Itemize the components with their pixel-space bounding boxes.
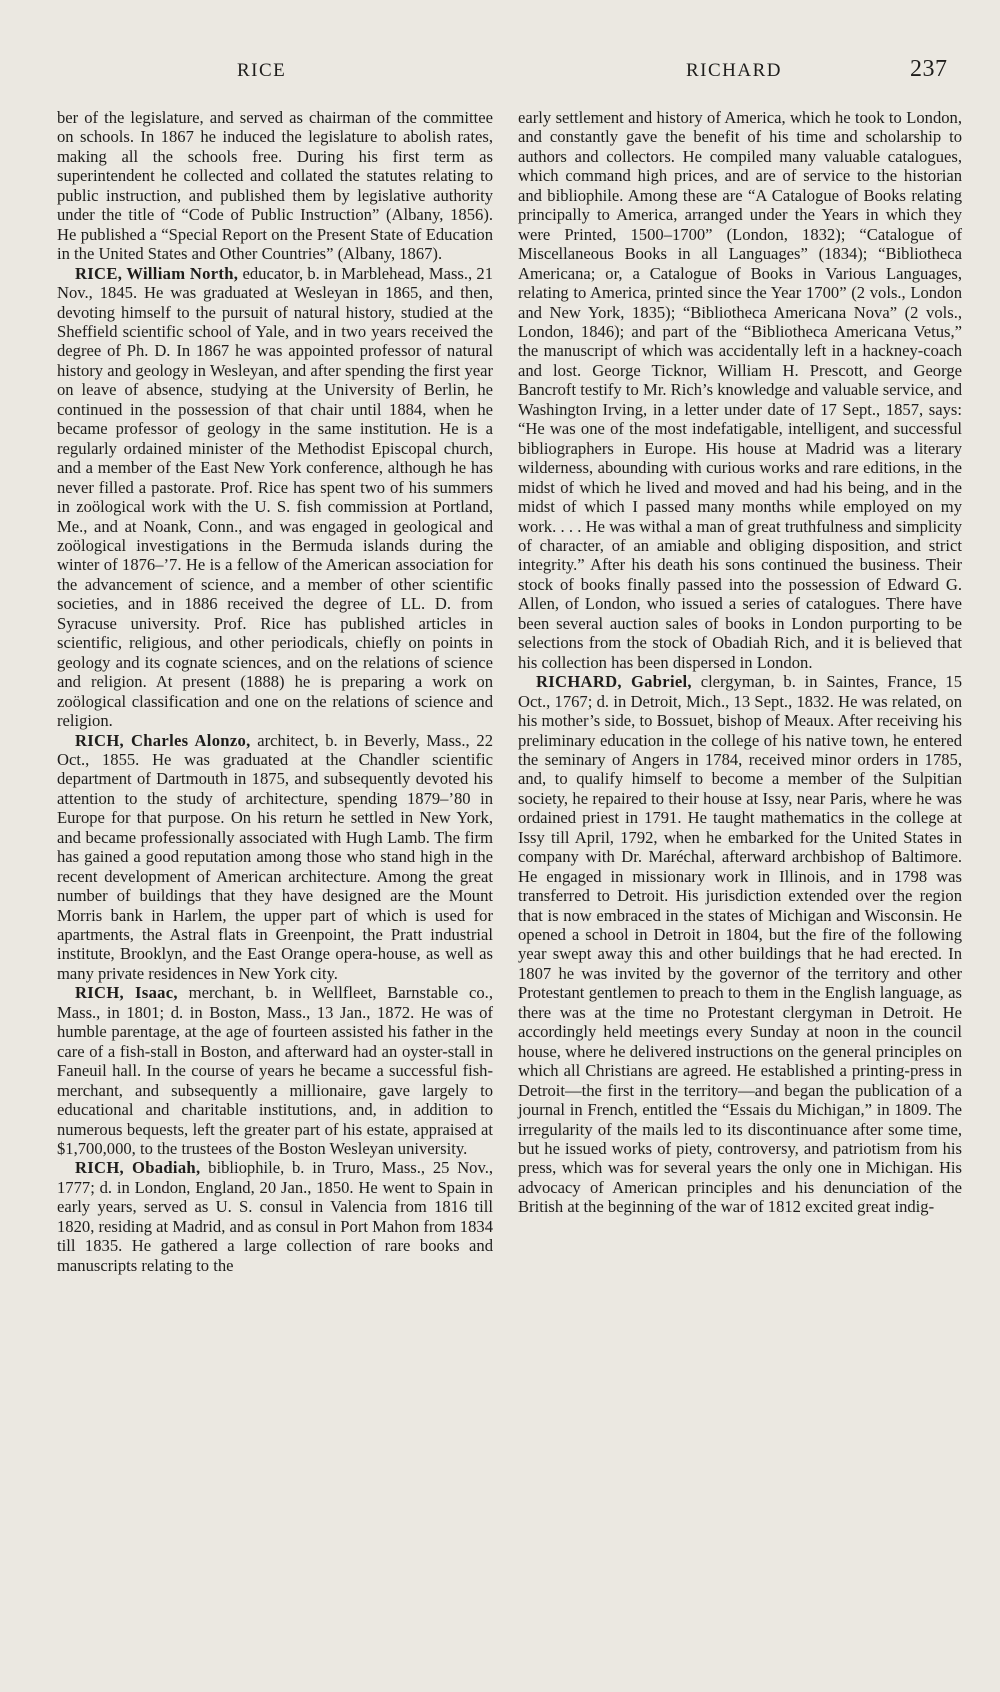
running-header (0, 54, 1000, 88)
page-number: 237 (910, 56, 948, 82)
entry-richard-gabriel (518, 672, 962, 1217)
entry-body: educator, b. in Marblehead, Mass., 21 Nov., 1845. He was graduated at Wesleyan in 1865, and then, devoting himself to the pursuit of natural history, studied at the Sheffield scientific school of Yale, and in two years received the degree of Ph. D. In 1867 he was appointed professor of natural history and geology in Wesleyan, and after spending the first year on leave of absence, studying at the University of Berlin, he continued in the possession of that chair until 1884, when he became professor of geology in the same institution. He is a regularly ordained minister of the Methodist Episcopal church, and a member of the East New York conference, although he has never filled a pastorate. Prof. Rice has spent two of his summers in zoölogical work with the U. S. fish commission at Portland, Me., and at Noank, Conn., and was engaged in geological and zoölogical investigations in the Bermuda islands during the winter of 1876–’7. He is a fellow of the American association for the advancement of science, and a member of other scientific societies, and in 1886 received the degree of LL. D. from Syracuse university. Prof. Rice has published articles in scientific, religious, and other periodicals, chiefly on points in geology and its cognate sciences, and on the relations of science and religion. At present (1888) he is preparing a work on zoölogical classification and one on the relations of science and religion. (57, 263, 494, 731)
entry-body: bibliophile, b. in Truro, Mass., 25 Nov., 1777; d. in London, England, 20 Jan., 1850. He went to Spain in early years, served as U. S. consul in Valencia from 1816 till 1820, residing at Madrid, and as consul in Port Mahon from 1834 till 1835. He gathered a large collection of rare books and manuscripts relating to the (57, 1158, 493, 1275)
entry-body: merchant, b. in Wellfleet, Barnstable co., Mass., in 1801; d. in Boston, Mass., 13 Jan., 1872. He was of humble parentage, at the age of fourteen assisted his father in the care of a fish-stall in Boston, and afterward had an oyster-stall in Faneuil hall. In the course of years he became a successful fish-merchant, and subsequently a millionaire, gave largely to educational and charitable institutions, and, in addition to numerous bequests, left the greater part of his estate, appraised at $1,700,000, to the trustees of the Boston Wesleyan university. (57, 983, 493, 1159)
entry-rich-obadiah (57, 1158, 493, 1275)
entry-headword: RICHARD, Gabriel, (536, 672, 692, 692)
entry-rich-charles-alonzo (57, 731, 493, 984)
entry-body: clergyman, b. in Saintes, France, 15 Oct., 1767; d. in Detroit, Mich., 13 Sept., 1832. He was related, on his mother’s side, to Bossuet, bishop of Meaux. After receiving his preliminary education in the college of his native town, he entered the seminary of Angers in 1784, received minor orders in 1785, and, to qualify himself to become a member of the Sulpitian society, he repaired to their house at Issy, near Paris, where he was ordained priest in 1791. He taught mathematics in the college at Issy till April, 1792, when he embarked for the United States in company with Dr. Maréchal, afterward archbishop of Baltimore. He engaged in missionary work in Illinois, and in 1798 was transferred to Detroit. His jurisdiction extended over the region that is now embraced in the states of Michigan and Wisconsin. He opened a school in Detroit in 1804, but the fire of the following year swept away this and other buildings that he had erected. In 1807 he was invited by the governor of the territory and other Protestant gentlemen to preach to them in the English language, as there was at the time no Protestant clergyman in Detroit. He accordingly held meetings every Sunday at noon in the council house, where he delivered instructions on the general principles on which all Christians are agreed. He established a printing-press in Detroit—the first in the territory—and began the publication of a journal in French, entitled the “Essais du Michigan,” in 1809. The irregularity of the mails led to its discontinuance after some time, but he issued works of piety, controversy, and patriotism from his press, which was for several years the only one in Michigan. His advocacy of American principles and his denunciation of the British at the beginning of the war of 1812 excited great indig- (518, 672, 963, 1217)
entry-body: architect, b. in Beverly, Mass., 22 Oct., 1855. He was graduated at the Chandler scientific department of Dartmouth in 1875, and subsequently devoted his attention to the study of architecture, spending 1879–’80 in Europe for that purpose. On his return he settled in New York, and became professionally associated with Hugh Lamb. The firm has gained a good reputation among those who stand high in the recent development of American architecture. Among the great number of buildings that they have designed are the Mount Morris bank in Harlem, the upper part of which is used for apartments, the Astral flats in Greenpoint, the Pratt industrial institute, Brooklyn, and the East Orange opera-house, as well as many private residences in New York city. (57, 730, 493, 983)
header-center-word: RICHARD (686, 60, 783, 81)
entry-body: early settlement and history of America, which he took to London, and constantly gave the benefit of his time and scholarship to authors and collectors. He compiled many valuable catalogues, which command high prices, and are of service to the historian and bibliophile. Among these are “A Catalogue of Books relating principally to America, arranged under the Years in which they were Printed, 1500–1700” (London, 1832); “Catalogue of Miscellaneous Books in all Languages” (1834); “Bibliotheca Americana; or, a Catalogue of Books in Various Languages, relating to America, printed since the Year 1700” (2 vols., London and New York, 1835); “Bibliotheca Americana Nova” (2 vols., London, 1846); and part of the “Bibliotheca Americana Vetus,” the manuscript of which was accidentally left in a hackney-coach and lost. George Ticknor, William H. Prescott, and George Bancroft testify to Mr. Rich’s knowledge and valuable service, and Washington Irving, in a letter under date of 17 Sept., 1857, says: “He was one of the most indefatigable, intelligent, and successful bibliographers in Europe. His house at Madrid was a literary wilderness, abounding with curious works and rare editions, in the midst of which he lived and moved and had his being, and in the midst of which I passed many months while employed on my work. . . . He was withal a man of great truthfulness and simplicity of character, of an amiable and obliging disposition, and strict integrity.” After his death his sons continued the business. Their stock of books finally passed into the possession of Edward G. Allen, of London, who issued a series of catalogues. There have been several auction sales of books in London purporting to be selections from the stock of Obadiah Rich, and it is believed that his collection has been dispersed in London. (518, 108, 962, 672)
right-column (518, 108, 962, 1217)
entry-rich-obadiah-continued (518, 108, 962, 672)
entry-headword: RICH, Obadiah, (75, 1158, 201, 1178)
entry-rich-isaac (57, 983, 493, 1158)
entry-body: ber of the legislature, and served as chairman of the committee on schools. In 1867 he induced the legislature to abolish rates, making all the schools free. During his first term as superintendent he collected and collated the statutes relating to public instruction, and published them by legislative authority under the title of “Code of Public Instruction” (Albany, 1856). He published a “Special Report on the Present State of Education in the United States and Other Countries” (Albany, 1867). (57, 108, 493, 264)
entry-rice-continued (57, 108, 493, 264)
left-column (57, 108, 493, 1275)
entry-rice-william-north (57, 264, 493, 731)
entry-headword: RICH, Isaac, (75, 983, 178, 1003)
entry-headword: RICE, William North, (75, 263, 239, 283)
header-left-word: RICE (237, 60, 287, 81)
entry-headword: RICH, Charles Alonzo, (75, 730, 251, 750)
